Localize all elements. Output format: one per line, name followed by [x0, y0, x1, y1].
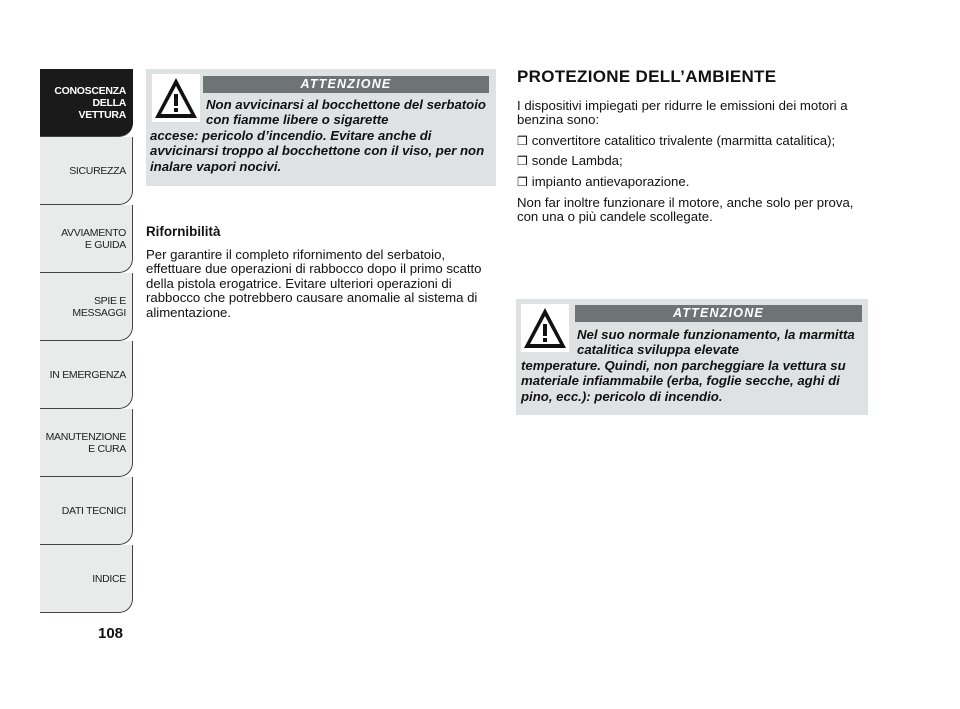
checkbox-bullet-icon: ❒	[517, 133, 528, 148]
environment-title: PROTEZIONE DELL’AMBIENTE	[517, 67, 777, 86]
warning-box-catalytic	[516, 299, 868, 415]
tab-label: INDICE	[92, 572, 126, 585]
tab-label: MANUTENZIONE E CURA	[45, 430, 126, 455]
tab-in-emergenza[interactable]	[40, 341, 133, 409]
refuel-body: Per garantire il completo rifornimento del serbatoio, effettuare due operazioni di rabbocco dopo il primo scatto della pistola erogatrice. Evitare ulteriori operazioni di rabbocco che potrebbero causare anomalie al sistema di alimentazione.	[146, 246, 482, 320]
warning-text-rest: temperature. Quindi, non parcheggiare la vettura su materiale infiammabile (erba, foglie secche, aghi di pino, ecc.): pericolo di incendio.	[521, 357, 846, 404]
tab-label: AVVIAMENTO E GUIDA	[61, 226, 126, 251]
page-number: 108	[98, 625, 124, 642]
environment-intro: I dispositivi impiegati per ridurre le emissioni dei motori a benzina sono:	[517, 97, 848, 128]
tab-label: IN EMERGENZA	[49, 368, 126, 381]
list-item-text: sonde Lambda;	[531, 153, 623, 169]
warning-header: ATTENZIONE	[203, 76, 489, 93]
warning-header: ATTENZIONE	[575, 305, 862, 322]
refuel-section	[146, 225, 491, 321]
warning-text	[521, 327, 863, 404]
tab-manutenzione-e-cura[interactable]	[40, 409, 133, 477]
environment-note: Non far inoltre funzionare il motore, anche solo per prova, con una o più candele scollegate.	[517, 194, 854, 225]
tab-label: CONOSCENZA DELLA VETTURA	[54, 84, 126, 121]
list-item	[517, 175, 867, 190]
checkbox-bullet-icon: ❒	[517, 174, 528, 189]
checkbox-bullet-icon: ❒	[517, 154, 528, 169]
warning-text-first: Nel suo normale funzionamento, la marmitta catalitica sviluppa elevate	[577, 327, 855, 358]
list-item	[517, 154, 867, 169]
tab-conoscenza-della-vettura[interactable]	[40, 69, 133, 137]
tab-label: DATI TECNICI	[61, 504, 126, 517]
list-item	[517, 134, 867, 149]
tab-label: SICUREZZA	[69, 164, 126, 177]
chapter-tabs	[40, 69, 133, 613]
warning-text-rest: accese: pericolo d’incendio. Evitare anche di avvicinarsi troppo al bocchettone con il viso, per non inalare vapori nocivi.	[150, 127, 485, 174]
tab-label: SPIE E MESSAGGI	[72, 294, 126, 319]
device-list	[517, 134, 867, 190]
tab-sicurezza[interactable]	[40, 137, 133, 205]
warning-text-first: Non avvicinarsi al bocchettone del serbatoio con fiamme libere o sigarette	[206, 97, 486, 128]
list-item-text: impianto antievaporazione.	[531, 173, 690, 189]
tab-avviamento-e-guida[interactable]	[40, 205, 133, 273]
tab-spie-e-messaggi[interactable]	[40, 273, 133, 341]
tab-dati-tecnici[interactable]	[40, 477, 133, 545]
list-item-text: convertitore catalitico trivalente (marmitta catalitica);	[531, 132, 836, 148]
warning-text	[150, 97, 490, 174]
environment-section	[517, 67, 867, 231]
warning-box-fuel	[146, 69, 496, 186]
refuel-title: Rifornibilità	[146, 224, 221, 239]
tab-indice[interactable]	[40, 545, 133, 613]
